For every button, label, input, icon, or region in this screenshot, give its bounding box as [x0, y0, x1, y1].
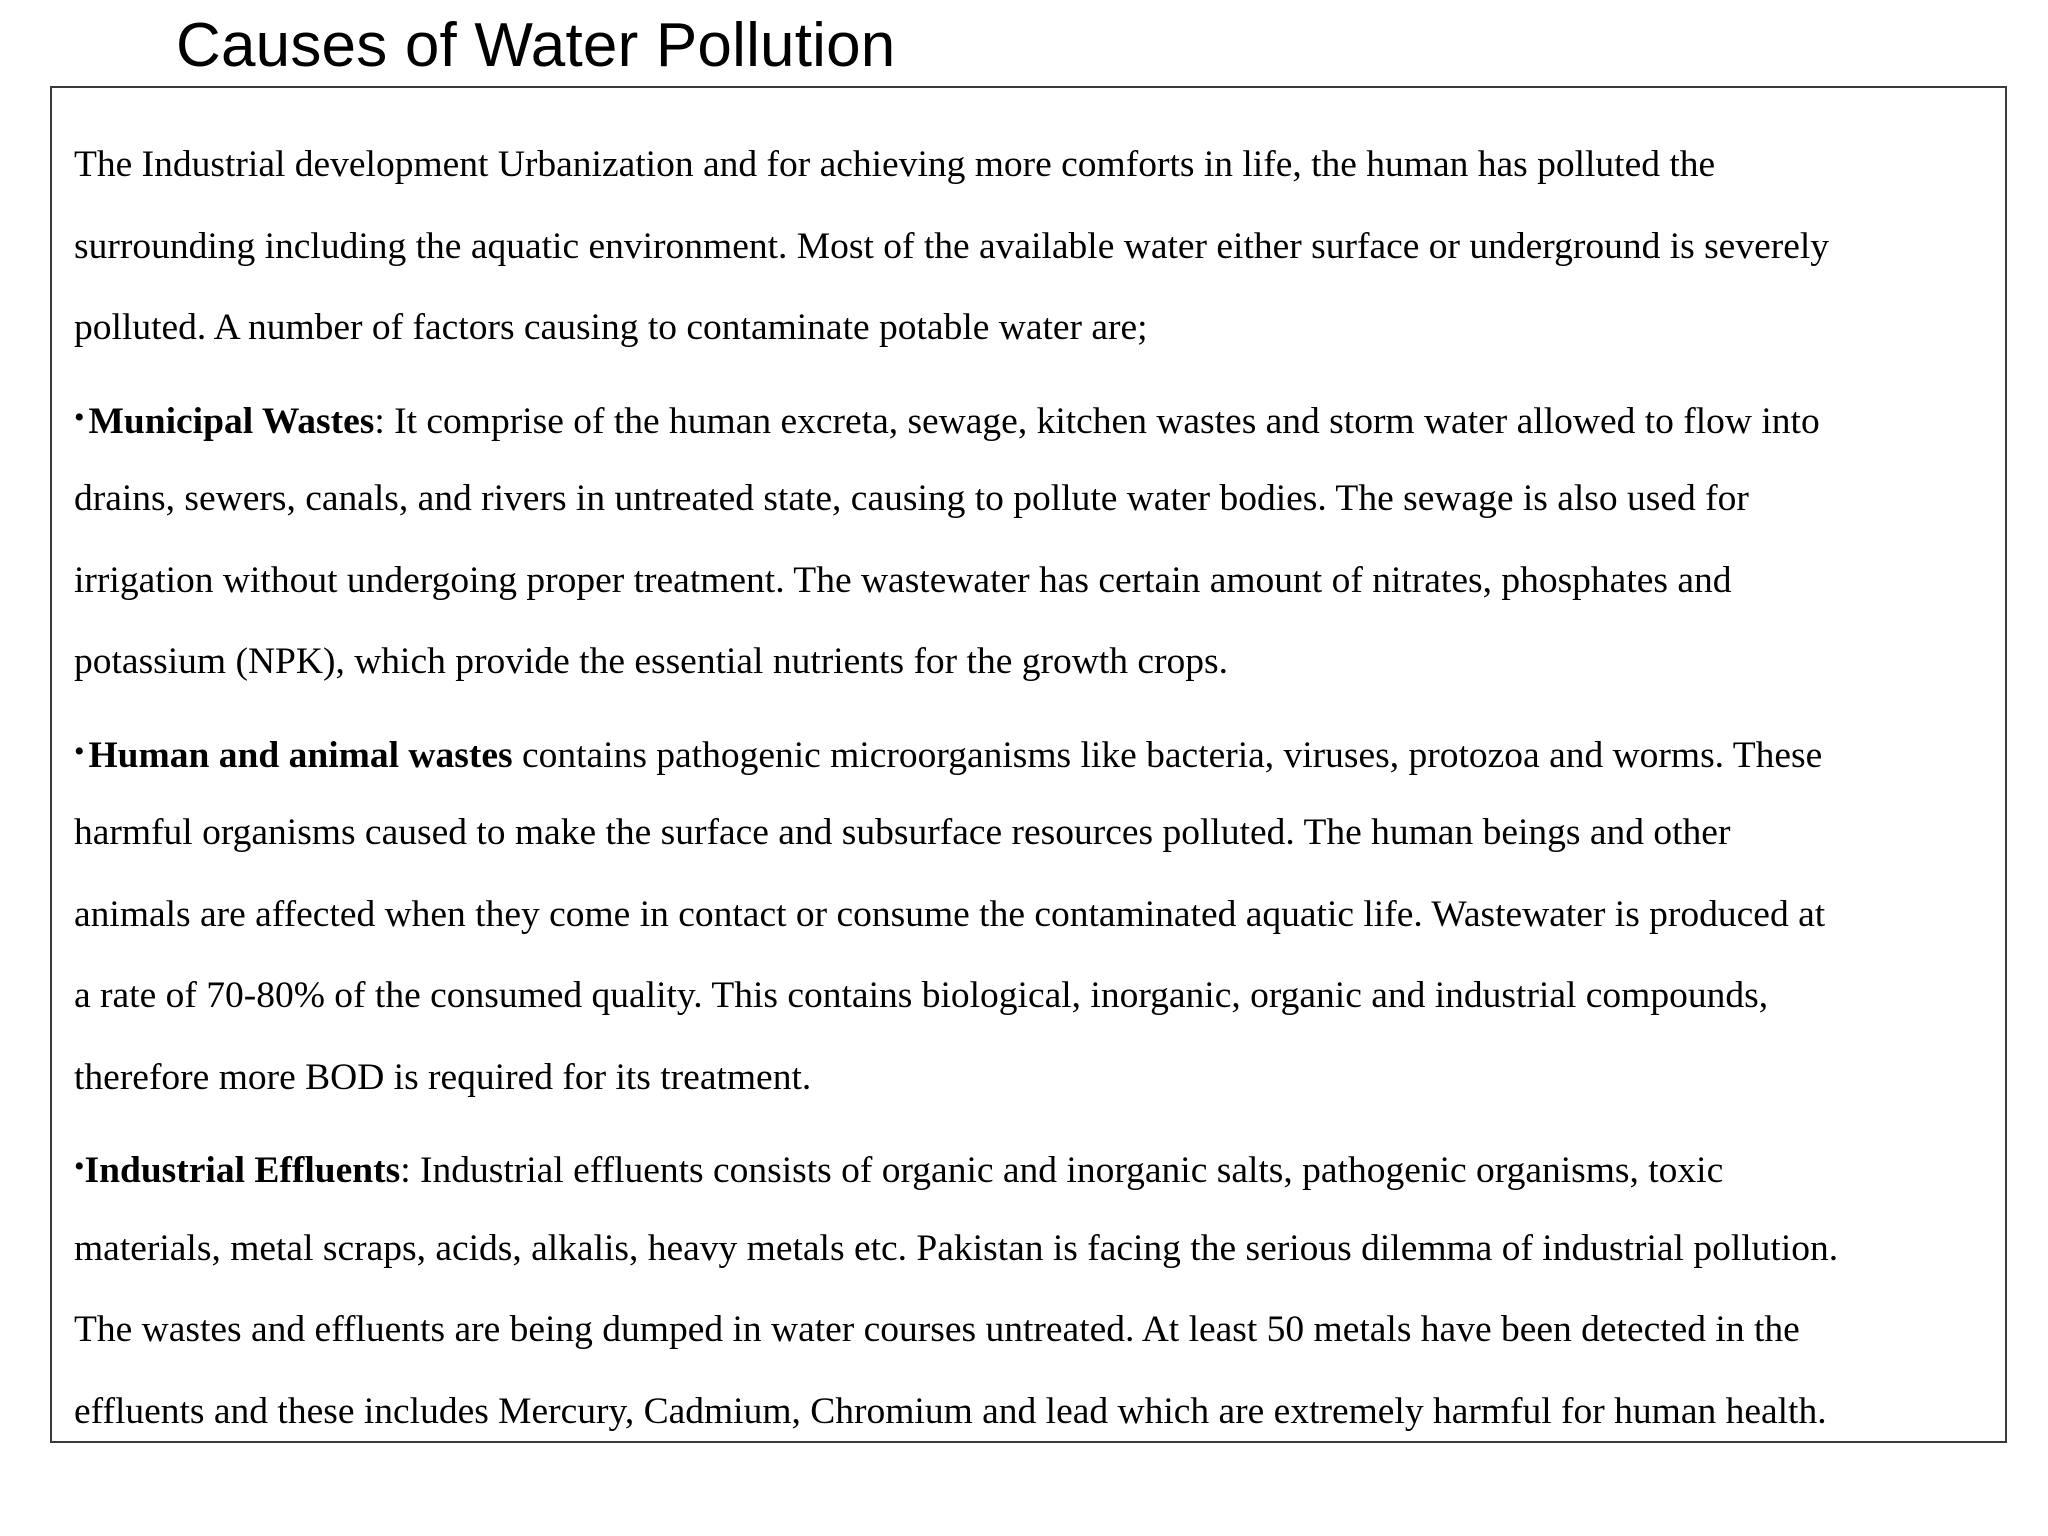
bullet-term: Human and animal wastes: [88, 734, 513, 776]
bullet-line: animals are affected when they come in contact or consume the contaminated aquatic life. Wastewater is produced at: [74, 893, 1826, 935]
bullet-line: therefore more BOD is required for its treatment.: [74, 1056, 812, 1098]
bullet-term: Industrial Effluents: [84, 1150, 401, 1191]
bullet-line: materials, metal scraps, acids, alkalis, heavy metals etc. Pakistan is facing the serious dilemma of industrial pollution.: [74, 1227, 1839, 1269]
intro-paragraph: [74, 124, 2005, 369]
bullet-line: potassium (NPK), which provide the essential nutrients for the growth crops.: [74, 641, 1228, 682]
bullet-line: The wastes and effluents are being dumped in water courses untreated. At least 50 metals have been detected in the: [74, 1309, 1800, 1350]
bullet-line: harmful organisms caused to make the surface and subsurface resources polluted. The human beings and other: [74, 812, 1731, 853]
bullet-municipal-wastes: [74, 377, 2005, 703]
bullet-term: Municipal Wastes: [88, 400, 375, 442]
bullet-marker: •: [74, 400, 85, 434]
content-box: [50, 86, 2007, 1443]
bullet-text: : It comprise of the human excreta, sewage, kitchen wastes and storm water allowed to flow into: [374, 400, 1820, 442]
bullet-first-line: [74, 1126, 2005, 1208]
intro-line: surrounding including the aquatic environment. Most of the available water either surface or underground is severely: [74, 225, 1830, 267]
bullet-text: : Industrial effluents consists of organic and inorganic salts, pathogenic organisms, toxic: [400, 1150, 1724, 1191]
bullet-line: drains, sewers, canals, and rivers in untreated state, causing to pollute water bodies. The sewage is also used for: [74, 478, 1749, 519]
intro-line: polluted. A number of factors causing to contaminate potable water are;: [74, 307, 1148, 348]
bullet-line: a rate of 70-80% of the consumed quality. This contains biological, inorganic, organic and industrial compounds,: [74, 975, 1769, 1016]
bullet-line: irrigation without undergoing proper treatment. The wastewater has certain amount of nitrates, phosphates and: [74, 559, 1732, 601]
bullet-human-animal-wastes: [74, 711, 2005, 1119]
bullet-marker: •: [74, 734, 85, 768]
intro-line: The Industrial development Urbanization and for achieving more comforts in life, the human has polluted the: [74, 144, 1716, 185]
bullet-first-line: [74, 711, 2005, 793]
bullet-text: contains pathogenic microorganisms like bacteria, viruses, protozoa and worms. These: [512, 734, 1823, 776]
bullet-marker: •: [74, 1150, 85, 1183]
bullet-first-line: [74, 377, 2005, 459]
bullet-line: effluents and these includes Mercury, Cadmium, Chromium and lead which are extremely harmful for human health.: [74, 1390, 1827, 1432]
bullet-industrial-effluents: [74, 1126, 2005, 1443]
page-title: Causes of Water Pollution: [176, 11, 896, 80]
